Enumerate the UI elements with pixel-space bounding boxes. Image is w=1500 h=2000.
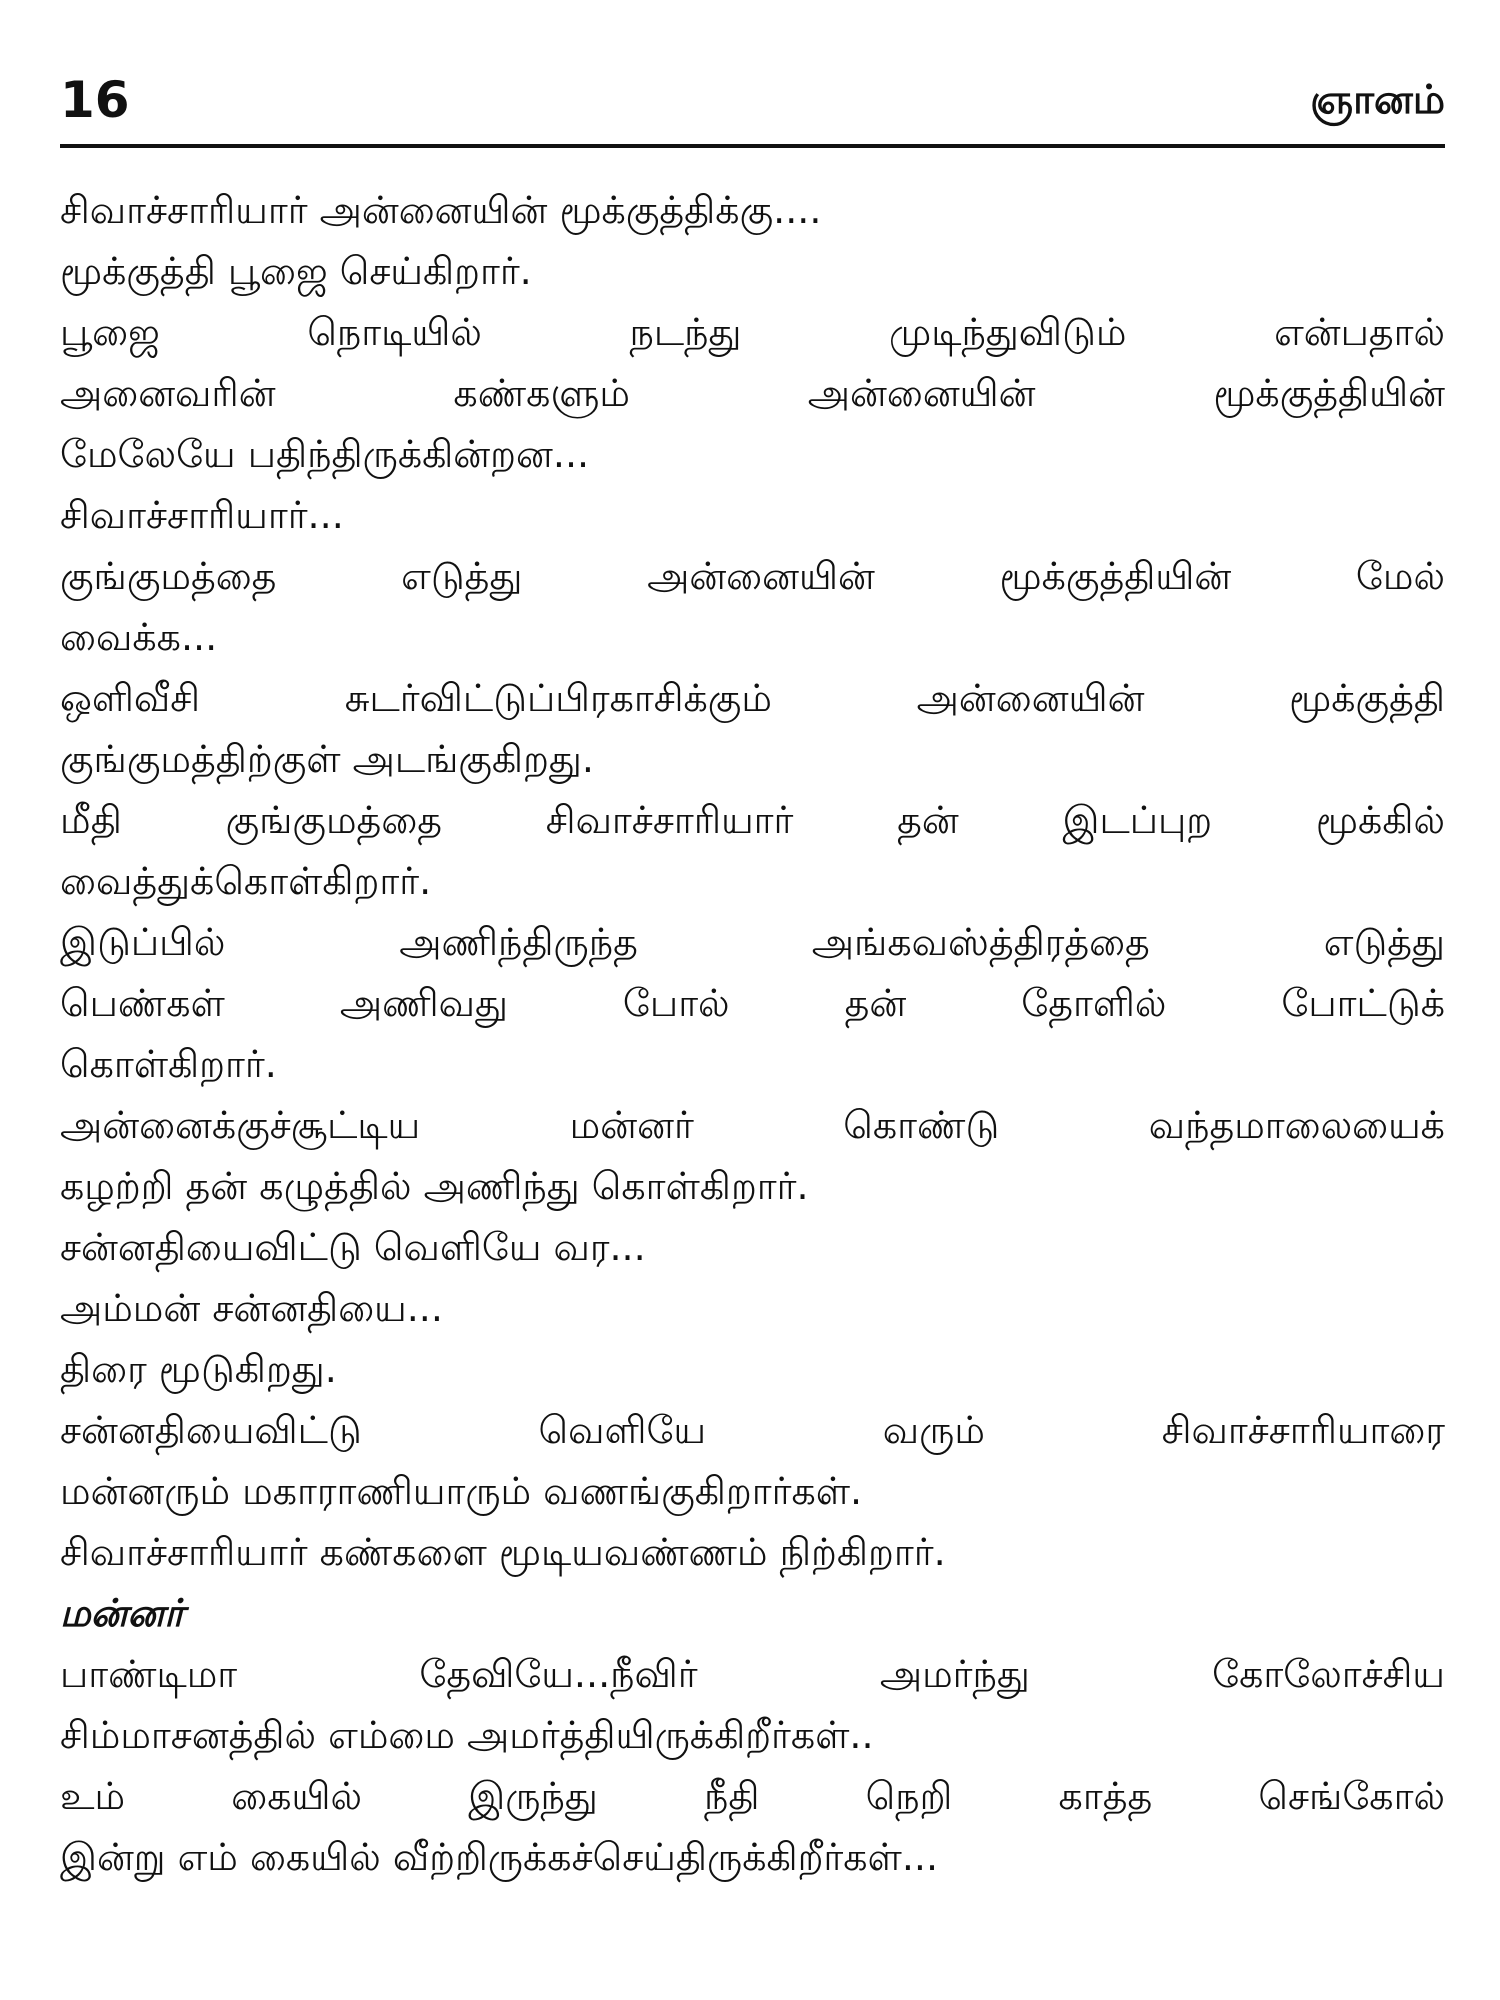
text-line: பாண்டிமா தேவியே...நீவிர் அமர்ந்து கோலோச்சிய xyxy=(60,1652,1445,1696)
text-line: கொள்கிறார். xyxy=(60,1042,277,1086)
book-page xyxy=(60,70,1445,1888)
text-line: மேலேயே பதிந்திருக்கின்றன... xyxy=(60,432,590,476)
page-header xyxy=(60,70,1445,148)
text-line: சிம்மாசனத்தில் எம்மை அமர்த்தியிருக்கிறீர்கள்.. xyxy=(60,1713,874,1757)
text-line: மீதி குங்குமத்தை சிவாச்சாரியார் தன் இடப்புற மூக்கில் xyxy=(60,798,1445,842)
text-line: சன்னதியைவிட்டு வெளியே வர... xyxy=(60,1225,646,1269)
speaker-name: மன்னர் xyxy=(60,1591,185,1635)
text-line: குங்குமத்திற்குள் அடங்குகிறது. xyxy=(60,737,594,781)
text-line: சிவாச்சாரியார் கண்களை மூடியவண்ணம் நிற்கிறார். xyxy=(60,1530,946,1574)
text-line: அன்னைக்குச்சூட்டிய மன்னர் கொண்டு வந்தமாலையைக் xyxy=(60,1103,1445,1147)
text-line: ஒளிவீசி சுடர்விட்டுப்பிரகாசிக்கும் அன்னையின் மூக்குத்தி xyxy=(60,676,1445,720)
text-line: வைக்க... xyxy=(60,615,218,659)
body-text xyxy=(60,180,1445,1888)
page-number: 16 xyxy=(60,71,130,129)
text-line: குங்குமத்தை எடுத்து அன்னையின் மூக்குத்தியின் மேல் xyxy=(60,554,1445,598)
text-line: கழற்றி தன் கழுத்தில் அணிந்து கொள்கிறார். xyxy=(60,1164,809,1208)
text-line: சிவாச்சாரியார்... xyxy=(60,493,344,537)
text-line: இடுப்பில் அணிந்திருந்த அங்கவஸ்த்திரத்தை எடுத்து xyxy=(60,920,1445,964)
running-title: ஞானம் xyxy=(1310,77,1445,123)
text-line: அனைவரின் கண்களும் அன்னையின் மூக்குத்தியின் xyxy=(60,371,1445,415)
text-line: சிவாச்சாரியார் அன்னையின் மூக்குத்திக்கு.... xyxy=(60,188,822,232)
text-line: சன்னதியைவிட்டு வெளியே வரும் சிவாச்சாரியாரை xyxy=(60,1408,1445,1452)
header-rule xyxy=(60,144,1445,148)
text-line: பெண்கள் அணிவது போல் தன் தோளில் போட்டுக் xyxy=(60,981,1445,1025)
text-line: அம்மன் சன்னதியை... xyxy=(60,1286,443,1330)
text-line: இன்று எம் கையில் வீற்றிருக்கச்செய்திருக்கிறீர்கள்... xyxy=(60,1835,939,1879)
text-line: மூக்குத்தி பூஜை செய்கிறார். xyxy=(60,249,532,293)
text-line: திரை மூடுகிறது. xyxy=(60,1347,337,1391)
text-line: பூஜை நொடியில் நடந்து முடிந்துவிடும் என்பதால் xyxy=(60,310,1445,354)
text-line: உம் கையில் இருந்து நீதி நெறி காத்த செங்கோல் xyxy=(60,1774,1445,1818)
text-line: மன்னரும் மகாராணியாரும் வணங்குகிறார்கள். xyxy=(60,1469,863,1513)
text-line: வைத்துக்கொள்கிறார். xyxy=(60,859,432,903)
